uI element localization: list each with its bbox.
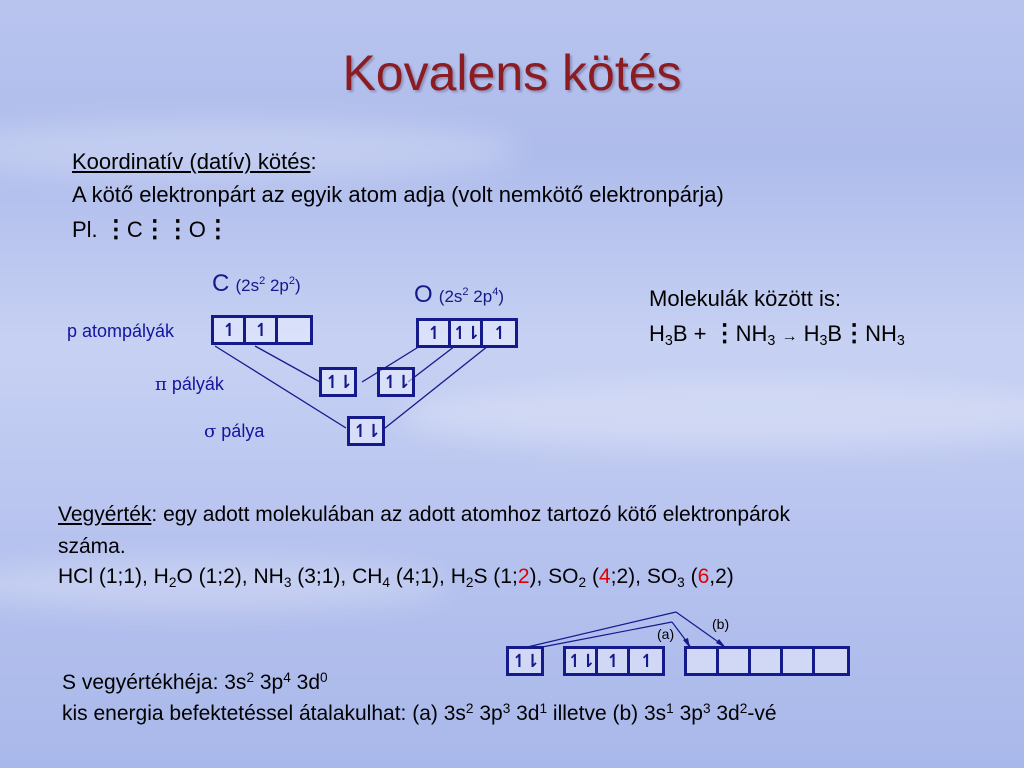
slide-title: Kovalens kötés (342, 45, 682, 101)
oxygen-p-orbital-boxes (416, 318, 518, 348)
sulfur-3s-box (506, 646, 544, 676)
orbital-cell: ↿⇂ (451, 321, 483, 345)
sigma-orbital-label: σ pálya (204, 421, 265, 442)
valence-term: Vegyérték (58, 503, 152, 526)
example-label: Pl. (72, 217, 98, 242)
carbon-p-orbital-boxes (211, 315, 313, 345)
label-a: (a) (657, 626, 675, 642)
label-b: (b) (712, 616, 730, 632)
molecules-heading: Molekulák között is: (649, 286, 841, 311)
orbital-cell: ↿⇂ (382, 371, 410, 393)
lone-pair-dots: ⋮ (103, 216, 127, 243)
orbital-cell (278, 318, 310, 342)
pi-orbitals-label: π pályák (155, 374, 224, 395)
orbital-cell (815, 649, 847, 673)
triple-bond-dots: ⋮⋮ (142, 216, 189, 243)
orbital-cell: ↿ (214, 318, 246, 342)
valence-examples: HCl (1;1), $H_2O$ (1;2), $NH_3$ (3;1), $CH_4$ (4;1), $H_2S$ (1;2), $SO_2$ (4;2), $SO_3$ (6,2) (58, 565, 734, 590)
example-carbon: C (126, 217, 143, 242)
orbital-cell (751, 649, 783, 673)
orbital-cell: ↿⇂ (511, 650, 539, 672)
sulfur-valence-shell: S vegyértékhéja: $3s^2$ $3p^4$ $3d^0$ (62, 670, 328, 694)
sulfur-promotion: kis energia befektetéssel átalakulhat: (a) $3s^2$ $3p^3$ $3d^1$ illetve (b) $3s^1$ $3p^3$ $3d^2-vé$ (62, 701, 777, 725)
carbon-label: C ($2s^2$ $2p^2$) (212, 270, 301, 297)
orbital-cell: ↿⇂ (352, 420, 380, 442)
promotion-arrow-a (537, 622, 675, 648)
lone-pair-dots: ⋮ (205, 216, 229, 243)
valence-definition-cont: száma. (58, 535, 126, 558)
orbital-cell: ↿⇂ (324, 371, 352, 393)
pi-orbital-box-1 (319, 367, 357, 397)
orbital-cell: ↿ (246, 318, 278, 342)
promotion-arrow-b (523, 612, 676, 648)
orbital-cell: ↿ (598, 649, 630, 673)
sigma-orbital-box (347, 416, 385, 446)
coord-heading: Koordinatív (datív) kötés (72, 149, 311, 174)
pi-orbital-box-2 (377, 367, 415, 397)
example-oxygen: O (188, 217, 206, 242)
lone-pair-dots: ⋮ (712, 320, 736, 347)
arrow-icon: → (781, 328, 798, 345)
oxygen-label: O ($2s^2$ $2p^4$) (414, 281, 505, 308)
orbital-cell: ↿ (639, 650, 653, 672)
orbital-cell: ↿ (492, 322, 506, 344)
orbital-cell: ↿⇂ (566, 649, 598, 673)
orbital-cell (687, 649, 719, 673)
oxygen-config: ($2s^2$ $2p^4$) (438, 286, 505, 306)
molecules-equation: $H_3B$ + $⋮NH_3$ → $H_3B⋮NH_3$ (649, 320, 905, 349)
bond-pair-dots: ⋮ (842, 320, 866, 347)
sulfur-3d-boxes (684, 646, 850, 676)
coord-heading-colon: : (310, 149, 317, 174)
coord-description: A kötő elektronpárt az egyik atom adja (volt nemkötő elektronpárja) (72, 182, 724, 207)
carbon-config: ($2s^2$ $2p^2$) (235, 275, 301, 295)
connector-line (408, 346, 455, 382)
sulfur-3p-boxes (563, 646, 665, 676)
orbital-cell: ↿ (419, 321, 451, 345)
valence-definition: Vegyérték: egy adott molekulában az adott atomhoz tartozó kötő elektronpárok (58, 503, 790, 526)
orbital-cell (783, 649, 815, 673)
orbital-cell (719, 649, 751, 673)
p-orbitals-label: p atompályák (67, 321, 175, 341)
